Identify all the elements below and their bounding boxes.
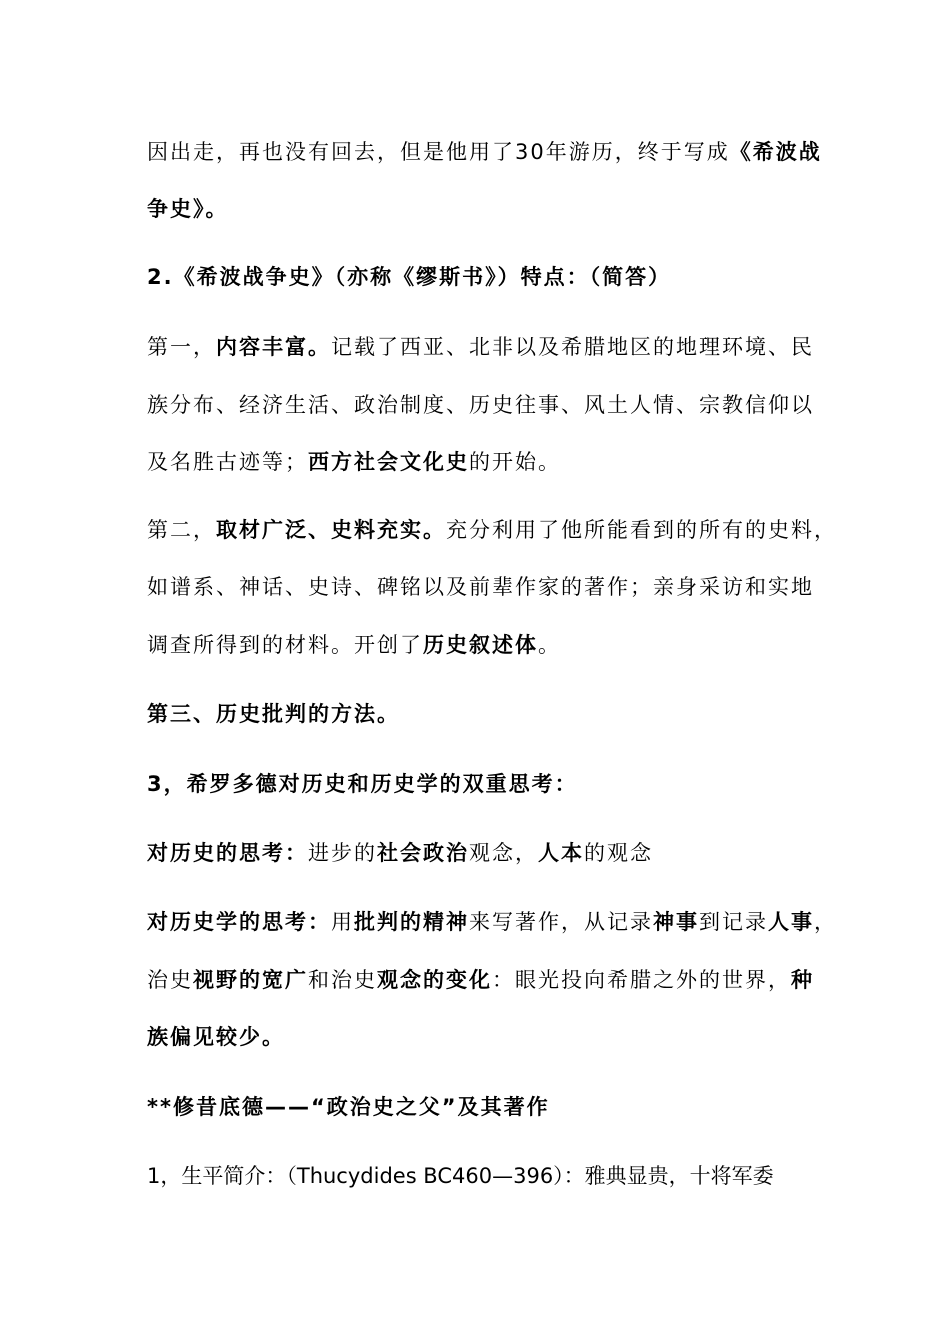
text-run: 调查所得到的材料。开创了: [147, 633, 423, 657]
text-line-4: [147, 332, 827, 362]
text-run: 的观念: [584, 841, 653, 865]
text-run: 社会政治: [377, 841, 469, 865]
text-run: 批判的精神: [354, 910, 469, 934]
text-run: 争史》。: [147, 197, 229, 221]
text-line-5: [147, 390, 827, 420]
text-run: 及名胜古迹等；: [147, 450, 308, 474]
text-line-2: [147, 194, 827, 224]
text-run: 观念，: [469, 841, 538, 865]
text-run: 族分布、经济生活、政治制度、历史往事、风土人情、宗教信仰以: [147, 393, 814, 417]
text-line-17: [147, 1161, 827, 1191]
text-run: 来写著作，从记录: [469, 910, 653, 934]
text-run: ：眼光投向希腊之外的世界，: [492, 968, 791, 992]
text-run: 治史: [147, 968, 193, 992]
text-line-12: [147, 838, 827, 868]
text-run: 1，生平简介：（Thucydides BC460—396）：雅典显贵，十将军委: [147, 1164, 774, 1188]
text-run: 第三、历史批判的方法。: [147, 702, 400, 726]
text-line-8: [147, 572, 827, 602]
text-line-13: [147, 907, 837, 937]
section-heading-2: [147, 262, 827, 292]
text-run: 充分利用了他所能看到的所有的史料，: [446, 518, 837, 542]
text-run: 人本: [538, 841, 584, 865]
text-run: 《希波战: [729, 140, 822, 164]
text-run: 对历史学的思考：: [147, 910, 331, 934]
text-run: 族偏见较少。: [147, 1025, 285, 1049]
text-line-15: [147, 1022, 827, 1052]
text-run: **修昔底德——“政治史之父”及其著作: [147, 1095, 550, 1119]
text-run: ，: [814, 910, 837, 934]
text-run: 的开始。: [469, 450, 561, 474]
text-run: 如谱系、神话、史诗、碑铭以及前辈作家的著作；亲身采访和实地: [147, 575, 814, 599]
text-run: 记载了西亚、北非以及希腊地区的地理环境、民: [331, 335, 814, 359]
text-run: 历史叙述体: [423, 633, 538, 657]
text-run: 西方社会文化史: [308, 450, 469, 474]
text-line-6: [147, 447, 827, 477]
text-run: 内容丰富。: [216, 335, 331, 359]
text-run: 2.《希波战争史》（亦称《缪斯书》）特点：（简答）: [147, 265, 672, 289]
text-run: 因出走，再也没有回去，但是他用了30年游历，终于写成: [147, 140, 730, 164]
text-run: 视野的宽广: [193, 968, 308, 992]
text-run: 第一，: [147, 335, 216, 359]
text-run: 和治史: [308, 968, 377, 992]
text-run: 观念的变化: [377, 968, 492, 992]
text-run: 第二，: [147, 518, 216, 542]
text-run: 3，希罗多德对历史和历史学的双重思考：: [147, 772, 578, 796]
text-run: 。: [538, 633, 561, 657]
text-run: 进步的: [308, 841, 377, 865]
text-line-7: [147, 515, 837, 545]
text-line-10: [147, 699, 827, 729]
text-line-14: [147, 965, 827, 995]
text-run: 种: [791, 968, 814, 992]
text-run: 人事: [768, 910, 814, 934]
text-run: 神事: [653, 910, 699, 934]
section-heading-3: [147, 769, 827, 799]
text-run: 用: [331, 910, 354, 934]
text-run: 到记录: [699, 910, 768, 934]
text-line-9: [147, 630, 827, 660]
section-heading-thucydides: [147, 1092, 827, 1122]
text-run: 取材广泛、史料充实。: [216, 518, 446, 542]
text-line-1: [147, 137, 827, 167]
text-run: 对历史的思考：: [147, 841, 308, 865]
